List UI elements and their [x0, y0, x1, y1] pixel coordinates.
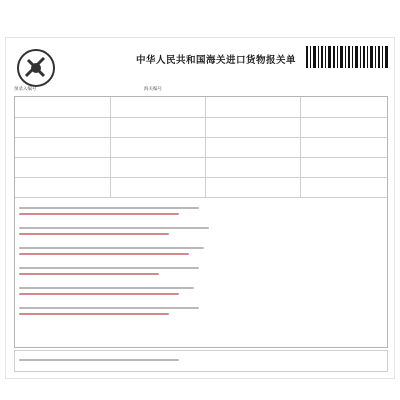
document-title: 中华人民共和国海关进口货物报关单 — [135, 55, 296, 66]
grid-divider — [15, 137, 387, 138]
grid-divider — [110, 97, 111, 197]
barcode-icon — [306, 46, 390, 74]
goods-line — [19, 233, 169, 235]
header-meta — [14, 84, 386, 94]
customs-number-label: 海关编号 — [144, 87, 162, 92]
grid-divider — [15, 157, 387, 158]
goods-line — [19, 267, 199, 269]
grid-divider — [205, 97, 206, 197]
goods-line — [19, 307, 199, 309]
goods-line — [19, 253, 189, 255]
goods-line — [19, 287, 194, 289]
grid-divider — [15, 197, 387, 198]
declaration-grid — [14, 96, 388, 348]
declaration-footer — [14, 350, 388, 372]
footer-text-line — [19, 359, 179, 361]
goods-line — [19, 293, 179, 295]
grid-divider — [15, 177, 387, 178]
goods-line — [19, 247, 204, 249]
goods-line — [19, 227, 209, 229]
grid-divider — [15, 117, 387, 118]
goods-line — [19, 213, 179, 215]
declaration-sheet — [6, 38, 394, 378]
preentry-label: 预录入编号 — [14, 87, 37, 92]
goods-line — [19, 313, 169, 315]
goods-line — [19, 207, 199, 209]
goods-lines-block — [15, 203, 387, 343]
goods-line — [19, 273, 159, 275]
grid-divider — [300, 97, 301, 197]
